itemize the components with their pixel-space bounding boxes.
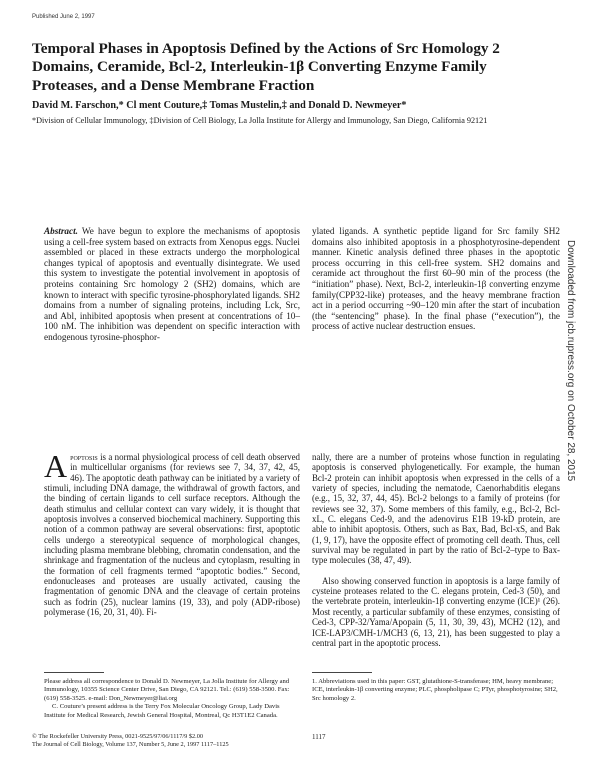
drop-cap: A [44,448,68,484]
download-watermark-text: Downloaded from jcb.rupress.org on October 28, 2015 [565,240,576,482]
intro-text-1: is a normal physiological process of cell death observed in multicellular organisms (for reviews see 7, 34, 37, 42, 45, 46). The apoptotic death pathway can be initiated by a variety of stimuli, including DNA damage, the withdrawal of growth factors, and the binding of certain ligands to cell surface receptors. Although the death stimulus and cellular context can vary widely, it is thought that apoptosis involves a conserved biochemical machinery. Supporting this notion of a common pathway are several observations: first, apoptotic cells undergo a stereotypical sequence of morphological changes, including plasma membrane blebbing, chromatin condensation, and the shrinkage and fragmentation of the nucleus and cytoplasm, resulting in the formation of cell fragments termed “apoptotic bodies.” Second, endonucleases and proteases are usually activated, causing the fragmentation of genomic DNA and the cleavage of certain proteins such as fodrin (25), nuclear lamins (19, 33), and poly (ADP-ribose) polymerase (16, 20, 31, 40). Fi- [44,452,300,618]
abstract-column-2: ylated ligands. A synthetic peptide ligand for Src family SH2 domains also inhibited apoptosis in a phosphotyrosine-dependent manner. Kinetic analysis defined three phases in the apoptotic process occurring in this cell-free system. SH2 domains and ceramide act throughout the first 60–90 min of the process (the “initiation” phase). Next, Bcl-2, interleukin-1β converting enzyme family(CPP32-like) proteases, and the heavy membrane fraction act in a period occurring ~90–120 min after the start of incubation (the “sentencing” phase). In the final phase (“execution”), the process of active nuclear destruction ensues. [312,226,560,332]
footnote-rule-right [312,672,372,673]
intro-paragraph-1 [44,448,300,618]
article-title: Temporal Phases in Apoptosis Defined by the Actions of Src Homology 2 Domains, Ceramide, Bcl-2, Interleukin-1β Converting Enzyme Family Proteases, and a Dense Membrane Fraction [32,40,500,94]
body-column-2 [312,452,560,648]
body-column-1 [44,448,300,618]
published-date: Published June 2, 1997 [32,14,95,20]
footnote-rule-left [44,672,104,673]
abstract-label: Abstract. [44,226,78,236]
intro-paragraph-continued: nally, there are a number of proteins whose function in regulating apoptosis is conserved phylogenetically. For example, the human Bcl-2 protein can inhibit apoptosis when expressed in the cells of a variety of species, including the nematode, Caenorhabditis elegans (e.g., 15, 32, 37, 44, 45). Bcl-2 belongs to a family of proteins (for reviews see 32, 37). Some members of this family, e.g., Bcl-2, Bcl-xL, C. elegans Ced-9, and the adenovirus E1B 19-kD protein, are able to inhibit apoptosis. Others, such as Bax, Bad, Bcl-xS, and Bak (1, 9, 17), have the opposite effect of promoting cell death. Thus, cell survival may be regulated in part by the ratio of Bcl-2–type to Bax-type molecules (38, 47, 49). [312,452,560,566]
intro-paragraph-2: Also showing conserved function in apoptosis is a large family of cysteine proteases related to the C. elegans protein, Ced-3 (50), and the vertebrate protein, interleukin-1β converting enzyme (ICE)¹ (26). Most recently, a particular subfamily of these enzymes, consisting of Ced-3, CPP-32/Yama/Apopain (5, 11, 30, 39, 43), MCH2 (12), and ICE-LAP3/CMH-1/MCH3 (6, 13, 21), has been suggested to play a central part in the apoptotic process. [312,575,560,648]
footnotes-left [44,678,300,720]
abstract-text-1: We have begun to explore the mechanisms of apoptosis using a cell-free system based on extracts from Xenopus eggs. Nuclei assembled or placed in these extracts undergo the morphological changes typical of apoptosis and eventually disintegrate. We used this system to investigate the potential involvement in apoptosis of proteins containing Src homology 2 (SH2) domains, which are known to interact with specific tyrosine-phosphorylated ligands. SH2 domains from a number of signaling proteins, including Lck, Src, and Abl, inhibited apoptosis when present at concentrations of 10–100 nM. The inhibition was dependent on specific interaction with endogenous tyrosine-phosphor- [44,226,300,342]
present-address-note: C. Couture’s present address is the Terry Fox Molecular Oncology Group, Lady Davis Institute for Medical Research, Jewish General Hospital, Montreal, Qc H3T1E2 Canada. [44,703,280,719]
page-footer [32,733,229,749]
abbreviations-note: 1. Abbreviations used in this paper: GST, glutathione-S-transferase; HM, heavy membrane; ICE, interleukin-1β converting enzyme; PLC, phospholipase C; PTyr, phosphotyrosine; SH2, Src homology 2. [312,678,558,702]
affiliation: *Division of Cellular Immunology, ‡Division of Cell Biology, La Jolla Institute for Allergy and Immunology, San Diego, California 92121 [32,116,488,125]
author-list: David M. Farschon,* Cl ment Couture,‡ Tomas Mustelin,‡ and Donald D. Newmeyer* [32,100,407,111]
page-number: 1117 [312,733,326,741]
journal-citation: The Journal of Cell Biology, Volume 137, Number 5, June 2, 1997 1117–1125 [32,741,229,748]
abstract-column-1 [44,226,300,343]
copyright-line: © The Rockefeller University Press, 0021-9525/97/06/1117/9 $2.00 [32,733,204,740]
small-caps-lead: poptosis [70,452,98,462]
correspondence-note: Please address all correspondence to Donald D. Newmeyer, La Jolla Institute for Allergy and Immunology, 10355 Science Center Drive, San Diego, CA 92121. Tel.: (619) 558-3500. Fax: (619) 558-3525. e-mail: Don_Newmeyer@liai.org [44,678,290,702]
